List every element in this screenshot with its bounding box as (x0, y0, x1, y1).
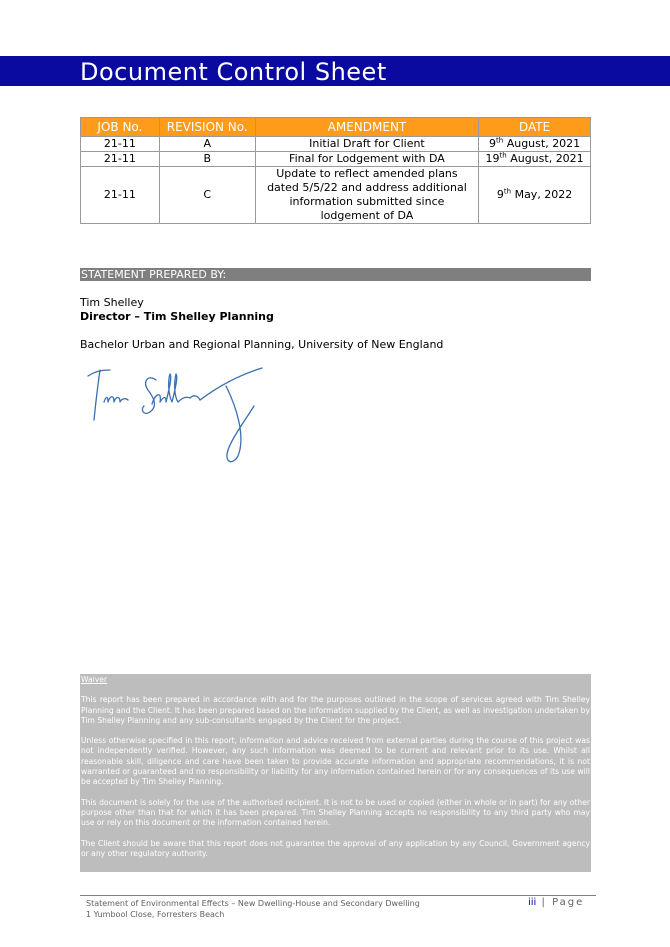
page-title: Document Control Sheet (80, 58, 387, 86)
statement-heading: STATEMENT PREPARED BY: (80, 268, 591, 281)
footer-divider (80, 895, 596, 896)
amendment-cell (255, 167, 479, 224)
footer-address: 1 Yumbool Close, Forresters Beach (86, 910, 225, 919)
page-separator: | (536, 897, 553, 908)
date-suffix: th (503, 187, 512, 196)
waiver-title: Waiver (81, 675, 108, 684)
date-cell (479, 152, 591, 167)
revision-cell: B (159, 152, 255, 167)
job-cell: 21-11 (81, 167, 160, 224)
revision-cell: A (159, 137, 255, 152)
signature-image (86, 366, 266, 466)
waiver-paragraph: Unless otherwise specified in this report, information and advice received from external parties during the course of this project was not independently verified. However, any such information was deemed to be current and relevant prior to its use. Whilst all reasonable skill, diligence and care have been taken to provide accurate information and appropriate recommendations, it is not warranted or guaranteed and no responsibility or liability for any information contained herein or for any consequences of its use will be accepted by Tim Shelley Planning. (81, 736, 590, 787)
date-rest: May, 2022 (511, 188, 573, 201)
waiver-paragraph: This report has been prepared in accordance with and for the purposes outlined in the scope of services agreed with Tim Shelley Planning and the Client. It has been prepared based on the information supplied by the Client, as well as investigation undertaken by Tim Shelley Planning and any sub-consultants engaged by the Client for the project. (81, 695, 590, 725)
date-suffix: th (499, 151, 507, 160)
table-row (81, 152, 591, 167)
author-qualification: Bachelor Urban and Regional Planning, University of New England (80, 338, 444, 351)
waiver-paragraph: This document is solely for the use of the authorised recipient. It is not to be used or copied (either in whole or in part) for any other purpose other than that for which it has been prepared. Tim Shelley Planning accepts no responsibility to any third party who may use or rely on this document or the information contained herein. (81, 797, 590, 828)
date-rest: August, 2021 (503, 137, 581, 150)
amendment-line: lodgement of DA (320, 209, 414, 222)
column-header-revision: REVISION No. (159, 118, 255, 137)
amendment-line: dated 5/5/22 and address additional (267, 181, 467, 194)
footer-document-title: Statement of Environmental Effects – New Dwelling-House and Secondary Dwelling (86, 899, 420, 908)
job-cell: 21-11 (81, 137, 160, 152)
date-day: 9 (489, 137, 497, 150)
table-header-row (81, 118, 591, 137)
footer-document-info (86, 898, 420, 920)
author-role: Director – Tim Shelley Planning (80, 310, 274, 323)
page-number: iii (528, 897, 537, 908)
column-header-job: JOB No. (81, 118, 160, 137)
column-header-date: DATE (479, 118, 591, 137)
revision-cell: C (159, 167, 255, 224)
job-cell: 21-11 (81, 152, 160, 167)
author-name: Tim Shelley (80, 296, 144, 309)
date-day: 19 (485, 152, 500, 165)
amendment-cell: Final for Lodgement with DA (255, 152, 479, 167)
waiver-box (80, 674, 591, 872)
table-row (81, 167, 591, 224)
document-control-table (80, 117, 591, 224)
date-cell (479, 167, 591, 224)
column-header-amendment: AMENDMENT (255, 118, 479, 137)
amendment-line: information submitted since (289, 195, 445, 208)
date-cell (479, 137, 591, 152)
date-suffix: th (496, 136, 504, 145)
table-row (81, 137, 591, 152)
amendment-cell: Initial Draft for Client (255, 137, 479, 152)
waiver-paragraph: The Client should be aware that this report does not guarantee the approval of any application by any Council, Government agency or any other regulatory authority. (81, 838, 590, 858)
date-rest: August, 2021 (506, 152, 584, 165)
date-day: 9 (496, 188, 504, 201)
amendment-line: Update to reflect amended plans (276, 167, 458, 180)
page-label: Page (552, 897, 585, 908)
footer-page-number (528, 897, 584, 908)
